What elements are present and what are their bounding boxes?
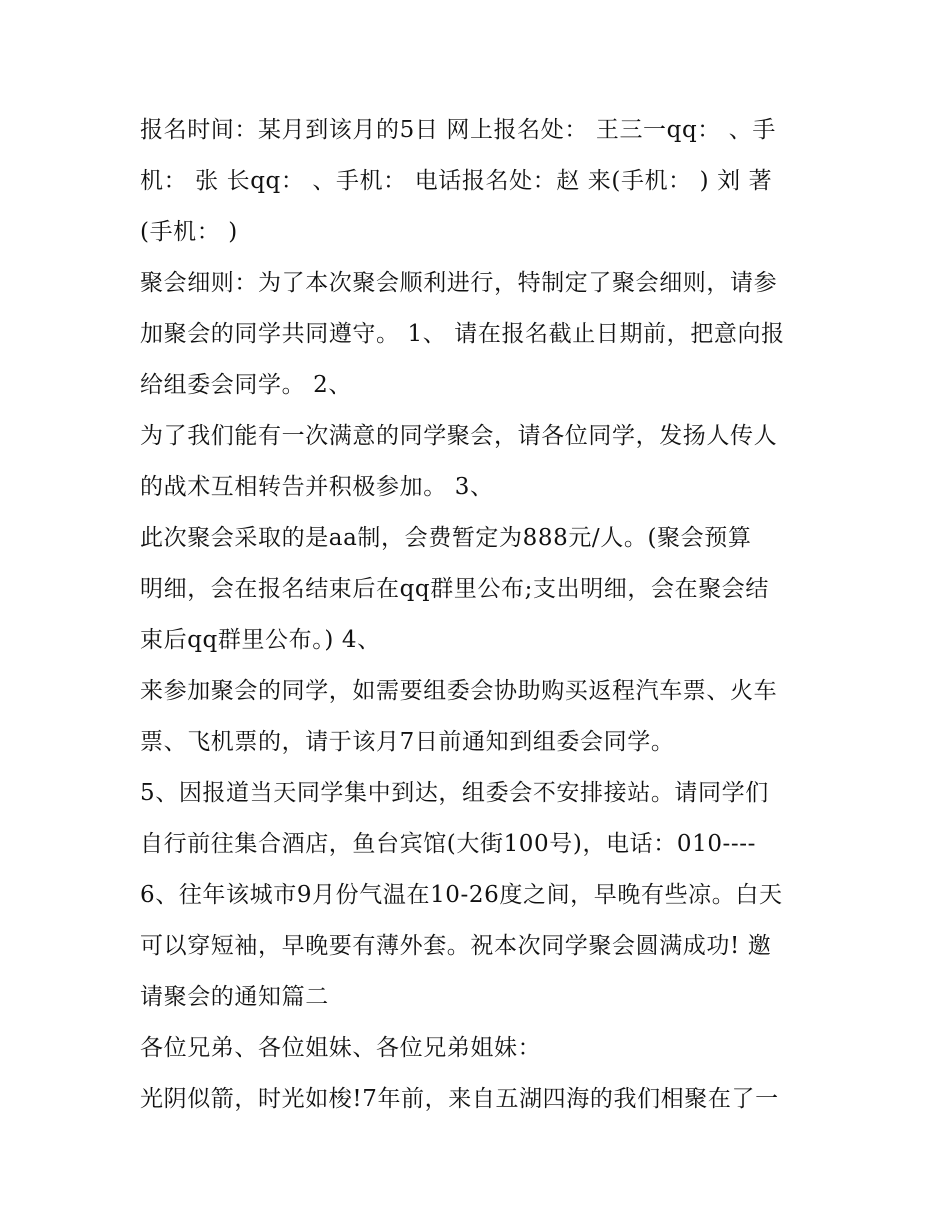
text-line-11: 束后qq群里公布。) 4、: [140, 627, 381, 653]
text-line-5: 加聚会的同学共同遵守。 1、 请在报名截止日期前，把意向报: [140, 321, 785, 347]
text-line-2: 机： 张 长qq： 、手机： 电话报名处：赵 来(手机： ) 刘 著: [140, 168, 773, 194]
text-line-1: 报名时间：某月到该月的5日 网上报名处： 王三一qq： 、手: [140, 117, 777, 143]
text-line-13: 票、飞机票的，请于该月7日前通知到组委会同学。: [140, 729, 675, 755]
text-line-16: 6、往年该城市9月份气温在10-26度之间，早晚有些凉。白天: [140, 882, 783, 908]
text-line-4: 聚会细则：为了本次聚会顺利进行，特制定了聚会细则，请参: [140, 270, 778, 296]
text-line-3: (手机： ): [140, 219, 238, 245]
text-line-15: 自行前往集合酒店，鱼台宾馆(大街100号)，电话：010----: [140, 831, 757, 857]
text-line-10: 明细，会在报名结束后在qq群里公布;支出明细，会在聚会结: [140, 576, 769, 602]
text-line-18: 请聚会的通知篇二: [140, 984, 329, 1010]
text-line-12: 来参加聚会的同学，如需要组委会协助购买返程汽车票、火车: [140, 678, 778, 704]
text-line-14: 5、因报道当天同学集中到达，组委会不安排接站。请同学们: [140, 780, 769, 806]
text-line-19: 各位兄弟、各位姐妹、各位兄弟姐妹：: [140, 1035, 542, 1061]
text-line-8: 的战术互相转告并积极参加。 3、: [140, 474, 494, 500]
text-line-9: 此次聚会采取的是aa制，会费暂定为888元/人。(聚会预算: [140, 525, 752, 551]
text-line-7: 为了我们能有一次满意的同学聚会，请各位同学，发扬人传人: [140, 423, 778, 449]
text-line-17: 可以穿短袖，早晚要有薄外套。祝本次同学聚会圆满成功! 邀: [140, 933, 772, 959]
text-line-6: 给组委会同学。 2、: [140, 372, 352, 398]
text-line-20: 光阴似箭，时光如梭!7年前，来自五湖四海的我们相聚在了一: [140, 1086, 779, 1112]
